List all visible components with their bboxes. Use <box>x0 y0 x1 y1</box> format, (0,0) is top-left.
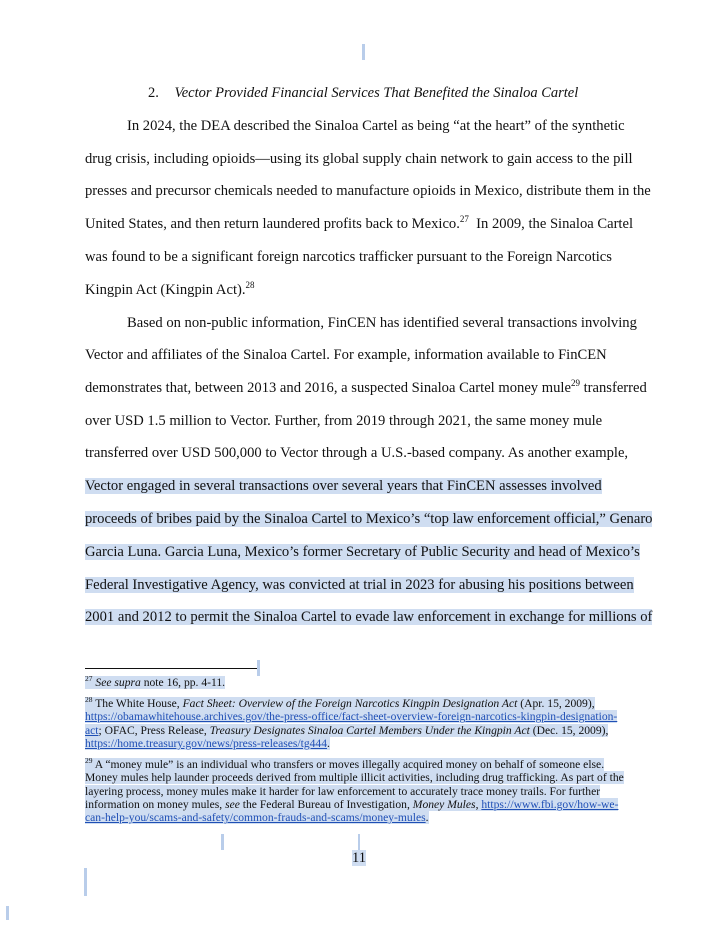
footnote-29-text-1: A “money mule” is an individual who transfers or moves illegally acquired money on behalf of someone else. <box>92 758 605 771</box>
footnote-29-text-4b: the Federal Bureau of Investigation, <box>239 797 413 811</box>
paragraph-2-line-7 <box>85 509 653 529</box>
paragraph-2-line-3-text: demonstrates that, between 2013 and 2016, a suspected Sinaloa Cartel money mule <box>85 380 571 396</box>
footnote-27-text: note 16, pp. 4-11. <box>140 676 226 689</box>
paragraph-2-line-5: transferred over USD 500,000 to Vector through a U.S.-based company. As another example, <box>85 445 629 461</box>
footnote-29-text-2: Money mules help launder proceeds derived from multiple illicit activities, including drug trafficking. As part of the <box>85 771 624 785</box>
paragraph-2-line-9 <box>85 575 645 595</box>
footnote-28-text-a: The White House, <box>92 697 183 710</box>
whitehouse-link-cont[interactable]: act <box>85 723 99 737</box>
footnote-28-text-c: ; OFAC, Press Release, <box>98 723 210 737</box>
footnote-29-end: . <box>425 811 429 825</box>
selection-marker-edge <box>6 906 9 920</box>
footnote-28-line-1 <box>85 697 645 710</box>
footnote-27-number: 27 <box>85 674 93 684</box>
highlighted-text: Federal Investigative Agency, was convicted at trial in 2023 for abusing his positions between <box>85 577 634 593</box>
paragraph-1-line-4 <box>85 214 645 234</box>
section-number: 2. <box>148 85 159 101</box>
paragraph-2-line-1: Based on non-public information, FinCEN has identified several transactions involving <box>127 315 637 331</box>
paragraph-2-line-3 <box>85 378 645 398</box>
footnote-29-text-4a: information on money mules, <box>85 797 226 811</box>
footnote-29-text-4c: , <box>475 797 482 811</box>
footnote-28-title-2: Treasury Designates Sinaloa Cartel Members Under the Kingpin Act <box>209 723 530 737</box>
footnote-27-content <box>85 676 225 689</box>
footnote-28-number: 28 <box>85 695 93 705</box>
footnote-29-line-1 <box>85 758 645 771</box>
fbi-link[interactable]: https://www.fbi.gov/how-we- <box>481 797 619 811</box>
footnote-ref-27[interactable]: 27 <box>459 214 469 225</box>
footnote-29-see: see <box>225 797 240 811</box>
paragraph-1-line-6 <box>85 280 645 300</box>
paragraph-2-line-2: Vector and affiliates of the Sinaloa Cartel. For example, information available to FinCEN <box>85 347 607 363</box>
paragraph-1-line-4-text: United States, and then return laundered profits back to Mexico. <box>85 216 460 232</box>
footnote-29-title: Money Mules <box>412 797 476 811</box>
footnote-28-text-d: (Dec. 15, 2009), <box>529 723 609 737</box>
highlighted-text: Vector engaged in several transactions over several years that FinCEN assesses involved <box>85 478 602 494</box>
paragraph-1-line-4-tail: In 2009, the Sinaloa Cartel <box>476 216 634 232</box>
footnote-28-title-1: Fact Sheet: Overview of the Foreign Narcotics Kingpin Designation Act <box>182 697 518 710</box>
footnote-29-line-3 <box>85 785 645 798</box>
selection-marker-page-num <box>358 834 360 850</box>
paragraph-1-line-5: was found to be a significant foreign narcotics trafficker pursuant to the Foreign Narcotics <box>85 249 612 265</box>
paragraph-1-line-3: presses and precursor chemicals needed to manufacture opioids in Mexico, distribute them in the <box>85 183 651 199</box>
footnote-28-line-3 <box>85 724 645 737</box>
footnote-29-line-5 <box>85 811 645 824</box>
treasury-link[interactable]: https://home.treasury.gov/news/press-releases/tg444 <box>85 736 328 750</box>
paragraph-2-line-4: over USD 1.5 million to Vector. Further, from 2019 through 2021, the same money mule <box>85 413 603 429</box>
highlighted-text: Garcia Luna. Garcia Luna, Mexico’s former Secretary of Public Security and head of Mexico’s <box>85 544 640 560</box>
footnote-27-italic: See supra <box>95 676 141 689</box>
paragraph-1-line-6-text: Kingpin Act (Kingpin Act). <box>85 282 246 298</box>
paragraph-2-line-8 <box>85 542 645 562</box>
footnote-28-text-e: . <box>327 736 330 750</box>
footnote-29-line-4 <box>85 798 645 811</box>
selection-marker-top <box>362 44 365 60</box>
paragraph-2-line-10 <box>85 607 653 627</box>
footnote-28-text-b: (Apr. 15, 2009), <box>517 697 595 710</box>
footnote-ref-28[interactable]: 28 <box>245 280 255 291</box>
paragraph-1-line-2: drug crisis, including opioids—using its global supply chain network to gain access to the pill <box>85 151 633 167</box>
page-number <box>352 850 366 867</box>
footnote-28 <box>85 697 645 750</box>
paragraph-2-line-3-tail: transferred <box>583 380 647 396</box>
selection-marker-left <box>84 868 87 896</box>
page-number-text: 11 <box>352 850 366 866</box>
footnote-27 <box>85 676 645 689</box>
paragraph-1-line-1: In 2024, the DEA described the Sinaloa Cartel as being “at the heart” of the synthetic <box>127 118 625 134</box>
footnote-28-line-2 <box>85 710 645 723</box>
selection-marker-footnote-rule <box>257 660 260 676</box>
highlighted-text: 2001 and 2012 to permit the Sinaloa Cartel to evade law enforcement in exchange for millions of <box>85 609 653 625</box>
footnote-29-line-2 <box>85 771 645 784</box>
section-title: Vector Provided Financial Services That Benefited the Sinaloa Cartel <box>174 85 579 101</box>
highlighted-text: proceeds of bribes paid by the Sinaloa Cartel to Mexico’s “top law enforcement official,” Genaro <box>85 511 653 527</box>
footnote-29-number: 29 <box>85 756 93 766</box>
fbi-link-cont[interactable]: can-help-you/scams-and-safety/common-frauds-and-scams/money-mules <box>85 811 426 825</box>
paragraph-2-line-6 <box>85 476 645 496</box>
footnote-28-line-4 <box>85 737 645 750</box>
selection-marker-bottom-left <box>221 834 224 850</box>
footnote-separator <box>85 668 257 669</box>
whitehouse-link[interactable]: https://obamawhitehouse.archives.gov/the-press-office/fact-sheet-overview-foreign-narcotics-kingpin-designation- <box>85 710 618 724</box>
section-heading <box>148 85 628 102</box>
footnote-ref-29[interactable]: 29 <box>570 378 580 389</box>
footnote-29 <box>85 758 645 824</box>
footnote-29-text-3: layering process, money mules make it harder for law enforcement to accurately trace money trails. For further <box>85 784 601 798</box>
